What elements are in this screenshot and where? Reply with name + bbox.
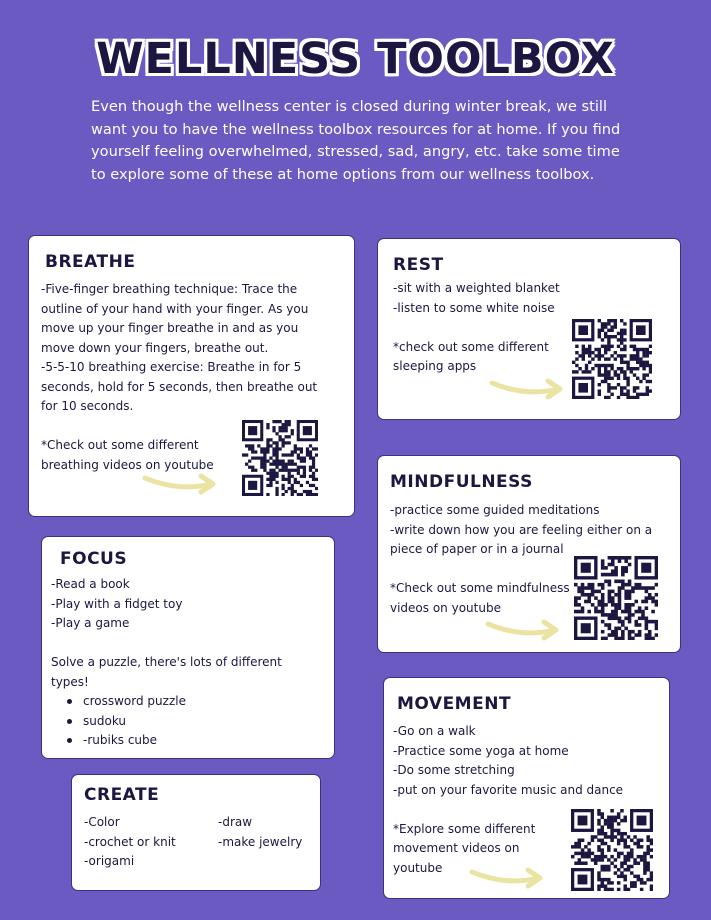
curved-arrow-icon (484, 616, 564, 644)
breathe-card (28, 235, 355, 517)
create-column (84, 813, 176, 872)
curved-arrow-icon (468, 864, 548, 892)
movement-line: -Practice some yoga at home (393, 743, 569, 758)
create-card (71, 774, 321, 891)
breathe-note: breathing videos on youtube (41, 457, 214, 472)
create-column (218, 813, 302, 852)
breathe-heading: BREATHE (45, 252, 136, 272)
mindfulness-line: piece of paper or in a journal (390, 542, 564, 556)
movement-card (383, 677, 670, 899)
movement-note: *Explore some different (393, 821, 536, 836)
focus-puzzle-line: Solve a puzzle, there's lots of different (51, 655, 282, 669)
intro-text: Even though the wellness center is closed during winter break, we still want you to have the wellness toolbox resources for at home. If you find yourself feeling overwhelmed, stressed, sad, angry, etc. take some time to explore some of these at home options from our wellness toolbox. (91, 98, 621, 183)
mindfulness-line: -write down how you are feeling either on a (390, 522, 653, 537)
create-item: -draw (218, 815, 253, 829)
breathe-note: *Check out some different (41, 438, 199, 452)
movement-note: youtube (393, 860, 443, 875)
movement-line: -Go on a walk (393, 724, 476, 738)
focus-card (41, 536, 335, 759)
qr-code-icon[interactable] (574, 556, 658, 640)
create-item: -make jewelry (218, 834, 303, 849)
breathe-line: move up your finger breathe in and as you (41, 321, 299, 335)
movement-note: movement videos on (393, 841, 520, 855)
rest-heading: REST (393, 255, 444, 275)
breathe-line: -5-5-10 breathing exercise: Breathe in for 5 (41, 360, 302, 374)
curved-arrow-icon (488, 375, 568, 403)
list-item: -rubiks cube (51, 731, 282, 751)
qr-code-icon[interactable] (571, 809, 653, 891)
create-item: -Color (84, 815, 120, 829)
rest-note: *check out some different (393, 339, 549, 354)
list-item: sudoku (51, 712, 282, 732)
page-title: WELLNESS TOOLBOX (96, 34, 615, 84)
create-heading: CREATE (84, 785, 160, 805)
movement-heading: MOVEMENT (397, 694, 512, 714)
puzzle-list (51, 692, 282, 751)
rest-line: -listen to some white noise (393, 300, 555, 315)
mindfulness-heading: MINDFULNESS (390, 472, 533, 492)
qr-code-icon[interactable] (572, 319, 652, 399)
create-item: -origami (84, 854, 135, 868)
breathe-line: outline of your hand with your finger. As you (41, 301, 309, 316)
breathe-line: -Five-finger breathing technique: Trace the (41, 282, 298, 296)
mindfulness-note: *Check out some mindfulness (390, 581, 570, 595)
focus-text (51, 575, 282, 751)
focus-heading: FOCUS (60, 549, 128, 569)
rest-line: -sit with a weighted blanket (393, 281, 560, 295)
movement-line: -Do some stretching (393, 763, 515, 777)
rest-card (377, 238, 681, 420)
qr-code-icon[interactable] (242, 420, 318, 496)
focus-line: -Play with a fidget toy (51, 596, 183, 611)
breathe-line: move down your fingers, breathe out. (41, 340, 269, 355)
breathe-line: seconds, hold for 5 seconds, then breathe out (41, 379, 318, 394)
list-item: crossword puzzle (51, 692, 282, 712)
focus-line: -Read a book (51, 577, 130, 591)
create-item: -crochet or knit (84, 834, 176, 849)
focus-line: -Play a game (51, 616, 130, 630)
mindfulness-line: -practice some guided meditations (390, 503, 600, 517)
rest-note: sleeping apps (393, 359, 477, 373)
mindfulness-card (377, 455, 681, 653)
breathe-line: for 10 seconds. (41, 399, 134, 413)
focus-puzzle-line: types! (51, 674, 89, 689)
mindfulness-note: videos on youtube (390, 600, 501, 615)
curved-arrow-icon (141, 470, 221, 498)
rest-text (393, 279, 560, 377)
movement-line: -put on your favorite music and dance (393, 782, 624, 797)
